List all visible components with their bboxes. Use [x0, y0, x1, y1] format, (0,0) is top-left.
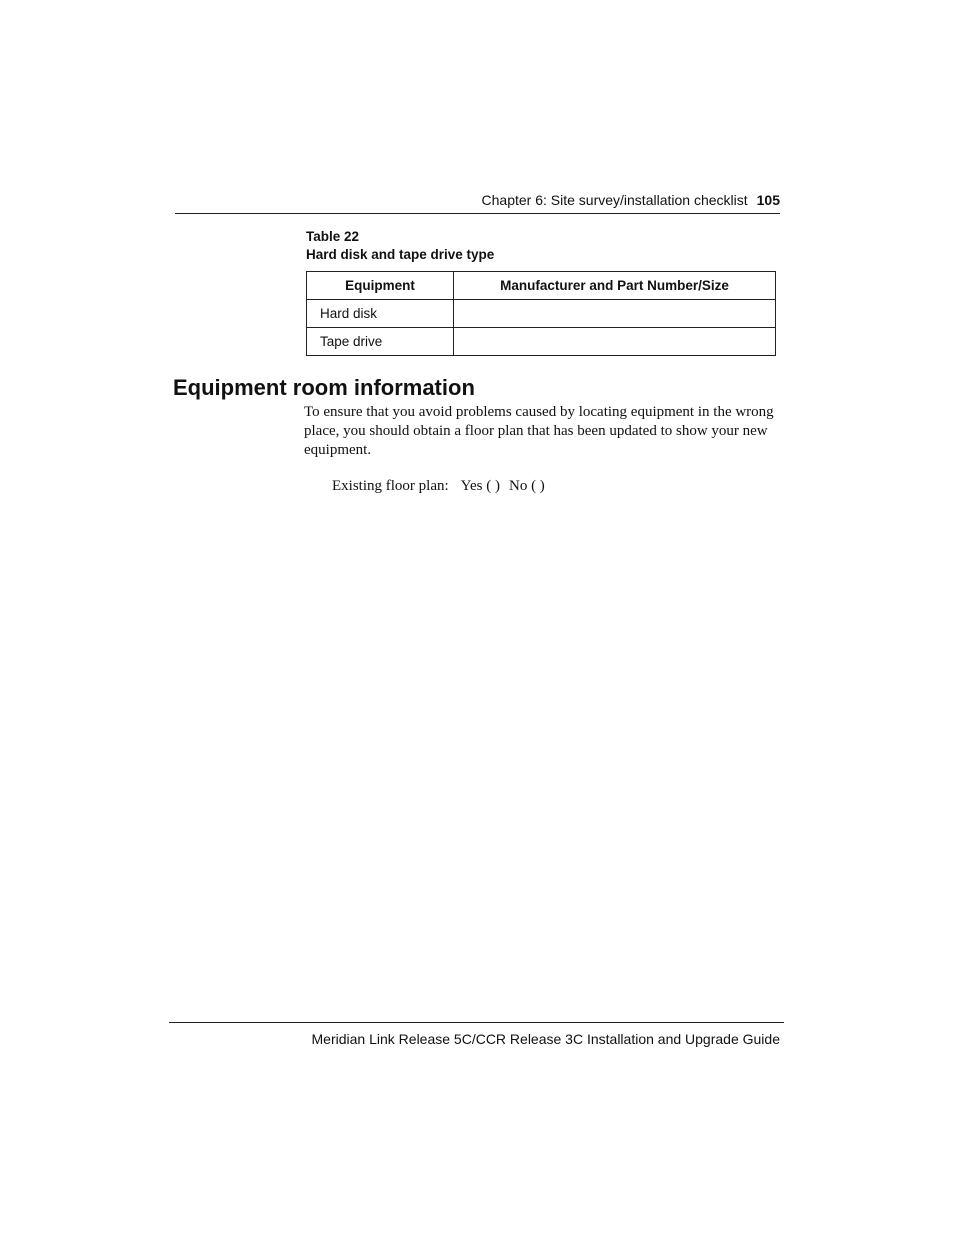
- body-paragraph: To ensure that you avoid problems caused by locating equipment in the wrong place, you should obtain a floor plan that has been updated to show your new equipment.: [304, 404, 774, 458]
- table-title: Hard disk and tape drive type: [306, 246, 495, 262]
- table-number: Table 22: [306, 229, 360, 244]
- footer-title: Meridian Link Release 5C/CCR Release 3C Installation and Upgrade Guide: [311, 1031, 780, 1047]
- cell-manufacturer: [454, 328, 776, 356]
- cell-equipment: Hard disk: [307, 300, 454, 328]
- footer-rule: [169, 1022, 784, 1023]
- checklist-label: Existing floor plan:: [332, 478, 449, 494]
- table-row: [307, 300, 776, 328]
- column-header-equipment: Equipment: [307, 272, 454, 300]
- cell-equipment: Tape drive: [307, 328, 454, 356]
- page-number: 105: [756, 192, 780, 208]
- table-caption: [306, 228, 494, 263]
- header-rule: [175, 213, 780, 214]
- equipment-table: [306, 271, 776, 356]
- table-row: [307, 328, 776, 356]
- chapter-title: Chapter 6: Site survey/installation checklist: [481, 192, 748, 208]
- option-no: No ( ): [508, 478, 545, 494]
- table-header-row: [307, 272, 776, 300]
- cell-manufacturer: [454, 300, 776, 328]
- section-heading: Equipment room information: [173, 375, 475, 400]
- option-yes: Yes ( ): [460, 478, 500, 494]
- floor-plan-checklist: [332, 478, 545, 495]
- column-header-manufacturer: Manufacturer and Part Number/Size: [454, 272, 776, 300]
- running-header: [482, 192, 780, 208]
